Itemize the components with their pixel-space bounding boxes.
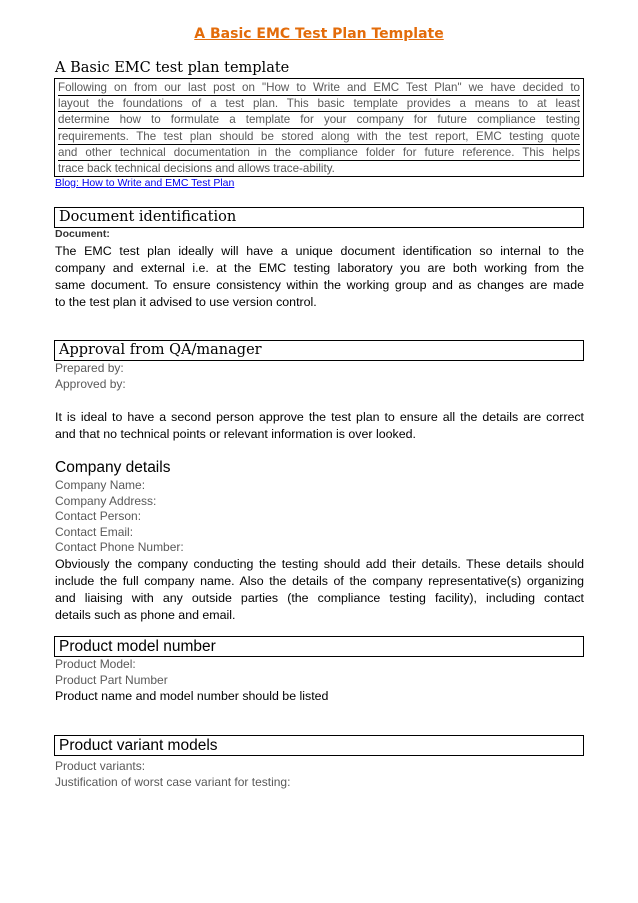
product-model-label: Product Model: xyxy=(55,657,136,671)
text-line: company and external i.e. at the EMC testing laboratory you are both working from the xyxy=(55,260,584,275)
section-heading: Document identification xyxy=(59,209,237,225)
company-address-label: Company Address: xyxy=(55,493,157,508)
text-line: and that no technical points or relevant information is over looked. xyxy=(55,427,416,442)
text-line: to the test plan it advised to use version control. xyxy=(55,295,317,310)
text-line: include the full company name. Also the details of the company representative(s) organizing xyxy=(55,573,584,588)
intro-line: and other technical documentation in the compliance folder for future reference. This helps xyxy=(58,145,580,161)
text-line: The EMC test plan ideally will have a unique document identification so internal to the xyxy=(55,243,584,258)
intro-line: trace back technical decisions and allows trace-ability. xyxy=(58,161,335,175)
prepared-by-label: Prepared by: xyxy=(55,361,124,375)
intro-line: requirements. The test plan should be stored along with the test report, EMC testing quote xyxy=(58,129,580,145)
product-variants-body xyxy=(55,759,584,790)
intro-text-box xyxy=(54,78,584,177)
product-variants-label: Product variants: xyxy=(55,759,146,773)
contact-email-label: Contact Email: xyxy=(55,524,134,539)
company-name-label: Company Name: xyxy=(55,478,146,492)
text-line: Obviously the company conducting the testing should add their details. These details should xyxy=(55,556,584,571)
intro-line: layout the foundations of a test plan. This basic template provides a means to at least xyxy=(58,96,580,112)
approved-by-label: Approved by: xyxy=(55,376,126,391)
section-heading: Product model number xyxy=(59,638,216,655)
text-line: details such as phone and email. xyxy=(55,608,236,623)
section-approval xyxy=(54,340,584,361)
document-label: Document: xyxy=(55,228,110,240)
approval-body xyxy=(55,361,584,444)
intro-line: Following on from our last post on "How to Write and EMC Test Plan" we have decided to xyxy=(58,80,580,96)
product-model-body xyxy=(55,657,584,705)
blog-link[interactable]: Blog: How to Write and EMC Test Plan xyxy=(55,177,235,189)
section-company-details xyxy=(55,458,584,625)
section-heading: Approval from QA/manager xyxy=(59,342,262,358)
intro-heading: A Basic EMC test plan template xyxy=(55,60,290,76)
text-line: Product name and model number should be listed xyxy=(55,689,329,703)
intro-line: determine how to formulate a template for your company for future compliance testing xyxy=(58,112,580,128)
text-line: same document. To ensure consistency within the working group and as changes are made xyxy=(55,278,584,293)
document-identification-body xyxy=(55,227,584,312)
text-line: and liaising with any outside parties (the compliance testing facility), including contact xyxy=(55,591,584,606)
section-document-identification xyxy=(54,207,584,228)
section-product-model xyxy=(54,636,584,657)
section-product-variants xyxy=(54,735,584,756)
contact-person-label: Contact Person: xyxy=(55,509,142,523)
page-title: A Basic EMC Test Plan Template xyxy=(194,26,444,42)
worst-case-justification-label: Justification of worst case variant for testing: xyxy=(55,774,291,789)
contact-phone-label: Contact Phone Number: xyxy=(55,540,184,554)
product-part-number-label: Product Part Number xyxy=(55,672,168,687)
text-line: It is ideal to have a second person approve the test plan to ensure all the details are correct xyxy=(55,410,584,424)
section-heading: Company details xyxy=(55,459,171,476)
section-heading: Product variant models xyxy=(59,737,218,754)
